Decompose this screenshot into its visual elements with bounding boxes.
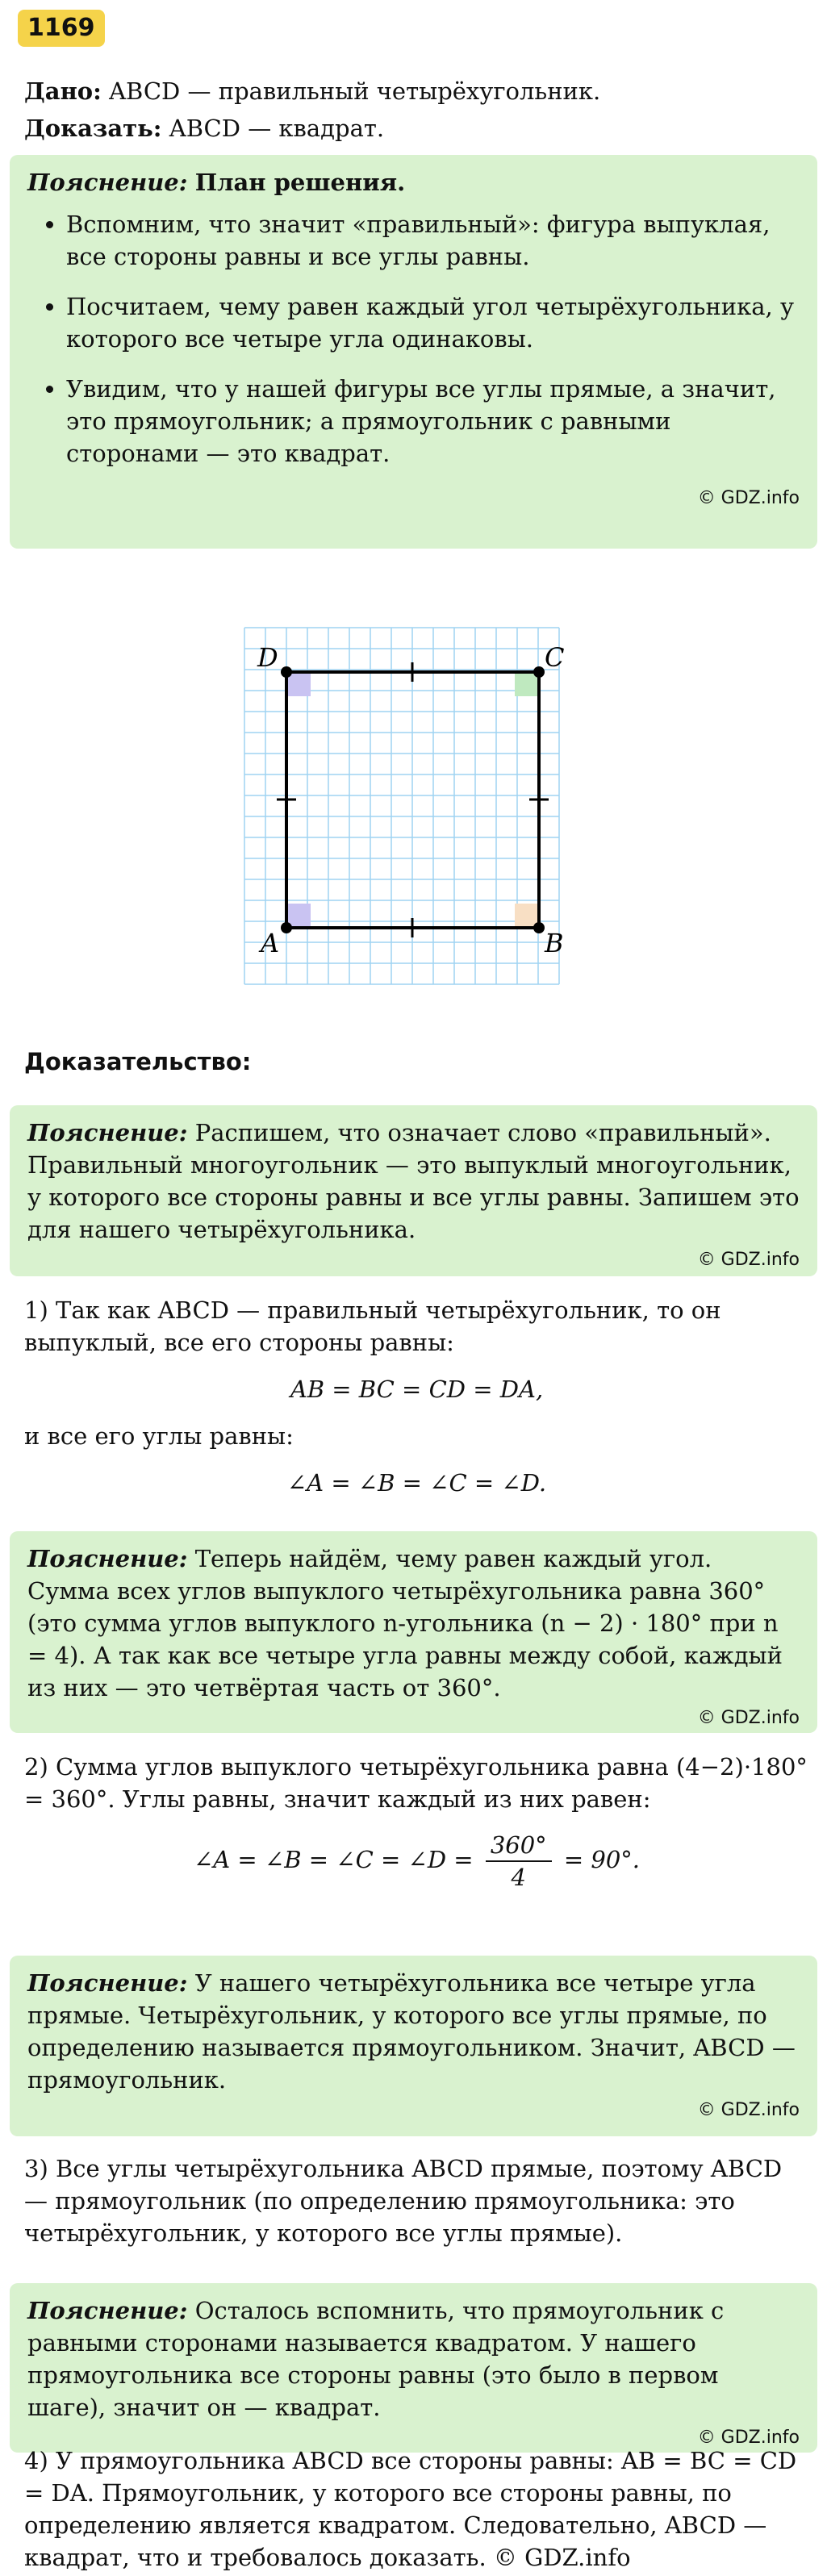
- note-4-head: Пояснение:: [27, 2297, 188, 2324]
- label-d: D: [257, 642, 278, 673]
- prove-text: ABCD — квадрат.: [169, 115, 385, 142]
- vertex-a: [281, 922, 292, 933]
- step-2-text: 2) Сумма углов выпуклого четырёхугольника равна (4−2)·180° = 360°. Углы равны, значит каждый из них равен:: [24, 1753, 808, 1813]
- step-1-formula-2: ∠A = ∠B = ∠C = ∠D.: [286, 1469, 547, 1497]
- label-c: C: [545, 642, 565, 673]
- given-label: Дано:: [24, 77, 102, 105]
- vertex-b: [533, 922, 545, 933]
- step-1-text: 1) Так как ABCD — правильный четырёхугольник, то он выпуклый, все его стороны равны:: [24, 1296, 721, 1356]
- note-3-head: Пояснение:: [27, 1969, 188, 1997]
- step-1-formula-1: AB = BC = CD = DA,: [290, 1376, 544, 1403]
- step-4: [24, 2444, 809, 2574]
- note-1: [10, 1105, 817, 1276]
- copyright: © GDZ.info: [697, 1708, 800, 1728]
- copyright: © GDZ.info: [697, 488, 800, 508]
- problem-number-badge: 1169: [18, 10, 105, 47]
- step-2-fraction: [486, 1830, 552, 1893]
- plan-item: • Посчитаем, чему равен каждый угол четырёхугольника, у которого все четыре угла одинаковы.: [66, 290, 800, 355]
- note-4: [10, 2283, 817, 2453]
- prove-label: Доказать:: [24, 115, 162, 142]
- note-2: [10, 1531, 817, 1733]
- plan-item: • Вспомним, что значит «правильный»: фигура выпуклая, все стороны равны и все углы равны.: [66, 208, 800, 273]
- step-3-text: 3) Все углы четырёхугольника ABCD прямые, поэтому ABCD — прямоугольник (по определению прямоугольника: это четырёхугольник, у которого все углы прямые).: [24, 2155, 783, 2247]
- proof-header-block: [24, 1046, 809, 1078]
- note-1-head: Пояснение:: [27, 1119, 188, 1146]
- step-3: [24, 2152, 809, 2249]
- step-4-text: 4) У прямоугольника ABCD все стороны равны: AB = BC = CD = DA. Прямоугольник, у которого все стороны равны, по определению является квадратом. Следовательно, ABCD — квадрат, что и требовалось доказать. © GDZ.info: [24, 2447, 797, 2571]
- label-b: B: [545, 928, 564, 958]
- copyright: © GDZ.info: [697, 1250, 800, 1270]
- plan-note: [10, 155, 817, 549]
- copyright: © GDZ.info: [697, 2100, 800, 2120]
- plan-note-title: План решения.: [194, 169, 406, 196]
- step-1-text-2: и все его углы равны:: [24, 1422, 294, 1450]
- fraction-numerator: 360°: [486, 1830, 552, 1862]
- note-4-text: Осталось вспомнить, что прямоугольник с равными сторонами называется квадратом. У нашего прямоугольника все стороны равны (это было в первом шаге), значит он — квадрат.: [27, 2297, 725, 2421]
- note-1-text: Распишем, что означает слово «правильный». Правильный многоугольник — это выпуклый многоугольник, у которого все стороны равны и все углы равны. Запишем это для нашего четырёхугольника.: [27, 1119, 800, 1243]
- step-2-formula-right: = 90°.: [563, 1846, 641, 1873]
- proof-header: Доказательство:: [24, 1048, 252, 1075]
- note-3: [10, 1956, 817, 2136]
- note-2-head: Пояснение:: [27, 1545, 188, 1572]
- vertex-d: [281, 666, 292, 678]
- label-a: A: [261, 928, 280, 958]
- plan-list: [27, 208, 800, 470]
- step-1: [24, 1294, 809, 1513]
- square-figure: [206, 603, 609, 1039]
- vertex-c: [533, 666, 545, 678]
- given-block: [24, 73, 808, 147]
- note-3-text: У нашего четырёхугольника все четыре угла прямые. Четырёхугольник, у которого все углы прямые, по определению называется прямоугольником. Значит, ABCD — прямоугольник.: [27, 1969, 796, 2094]
- step-2-formula-left: ∠A = ∠B = ∠C = ∠D =: [193, 1846, 474, 1873]
- given-line: [24, 73, 808, 110]
- given-text: ABCD — правильный четырёхугольник.: [109, 77, 601, 105]
- copyright: © GDZ.info: [697, 2428, 800, 2448]
- prove-line: [24, 110, 808, 147]
- plan-item: • Увидим, что у нашей фигуры все углы прямые, а значит, это прямоугольник; а прямоугольник с равными сторонами — это квадрат.: [66, 373, 800, 470]
- plan-note-head: Пояснение:: [27, 169, 188, 196]
- fraction-denominator: 4: [511, 1864, 526, 1891]
- step-2: [24, 1751, 809, 1907]
- step-2-formula: [24, 1830, 809, 1893]
- note-2-text: Теперь найдём, чему равен каждый угол. Сумма всех углов выпуклого четырёхугольника равна 360° (это сумма углов выпуклого n-угольника (n − 2) · 180° при n = 4). А так как все четыре угла равны между собой, каждый из них — это четвёртая часть от 360°.: [27, 1545, 783, 1701]
